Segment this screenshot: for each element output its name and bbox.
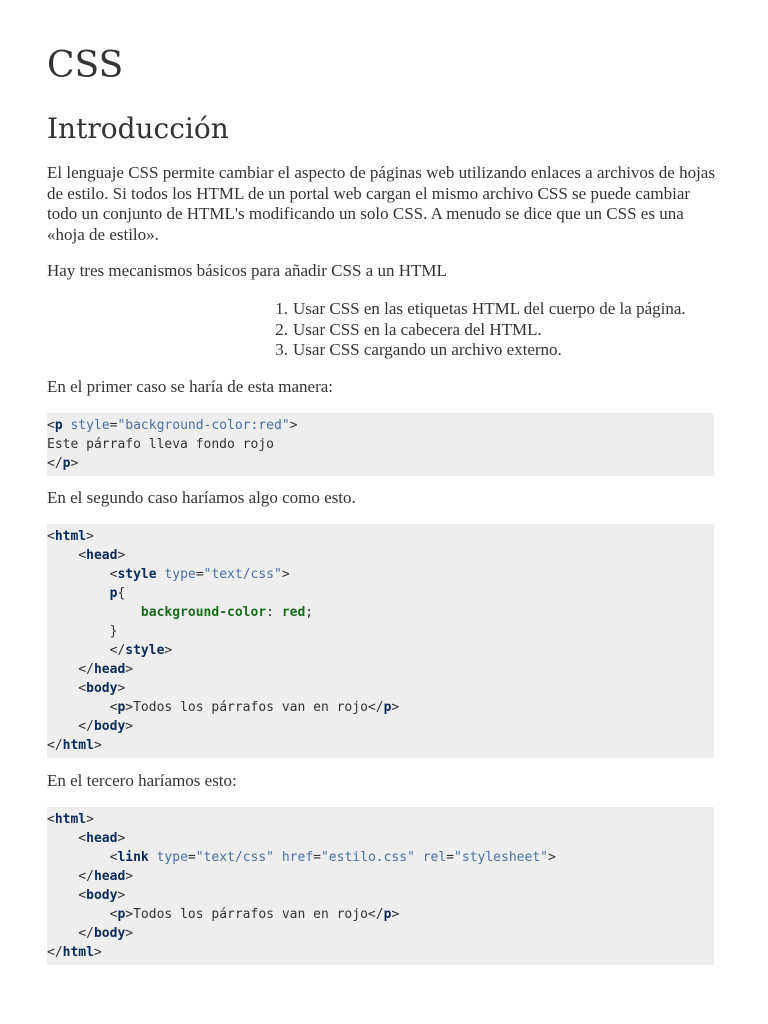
list-item: 2. Usar CSS en la cabecera del HTML. xyxy=(275,319,542,339)
page-title: CSS xyxy=(47,45,124,86)
mechanisms-intro: Hay tres mecanismos básicos para añadir CSS a un HTML xyxy=(47,261,447,280)
code-block-inline-style: <p style="background-color:red"> Este párrafo lleva fondo rojo </p> xyxy=(47,413,714,476)
list-item: 1. Usar CSS en las etiquetas HTML del cuerpo de la página. xyxy=(275,299,686,318)
case3-intro: En el tercero haríamos esto: xyxy=(47,771,237,790)
case1-intro: En el primer caso se haría de esta manera: xyxy=(47,377,334,396)
mechanisms-list xyxy=(259,299,686,361)
intro-paragraph: El lenguaje CSS permite cambiar el aspecto de páginas web utilizando enlaces a archivos de hojas de estilo. Si todos los HTML de un portal web cargan el mismo archivo CSS se puede cambiar todo un conjunto de HTML's modificando un solo CSS. A menudo se dice que un CSS es una «hoja de estilo». xyxy=(47,163,715,244)
code-block-external-css: <html> <head> <link type="text/css" href="estilo.css" rel="stylesheet"> </head> <body> <p>Todos los párrafos van en rojo</p> </body> </html> xyxy=(47,807,714,965)
list-item: 3. Usar CSS cargando un archivo externo. xyxy=(275,340,562,359)
case2-intro: En el segundo caso haríamos algo como esto. xyxy=(47,488,356,507)
code-block-head-style: <html> <head> <style type="text/css"> p{ background-color: red; } </style> </head> <body> <p>Todos los párrafos van en rojo</p> </body> </html> xyxy=(47,524,714,758)
section-heading: Introducción xyxy=(47,112,229,145)
